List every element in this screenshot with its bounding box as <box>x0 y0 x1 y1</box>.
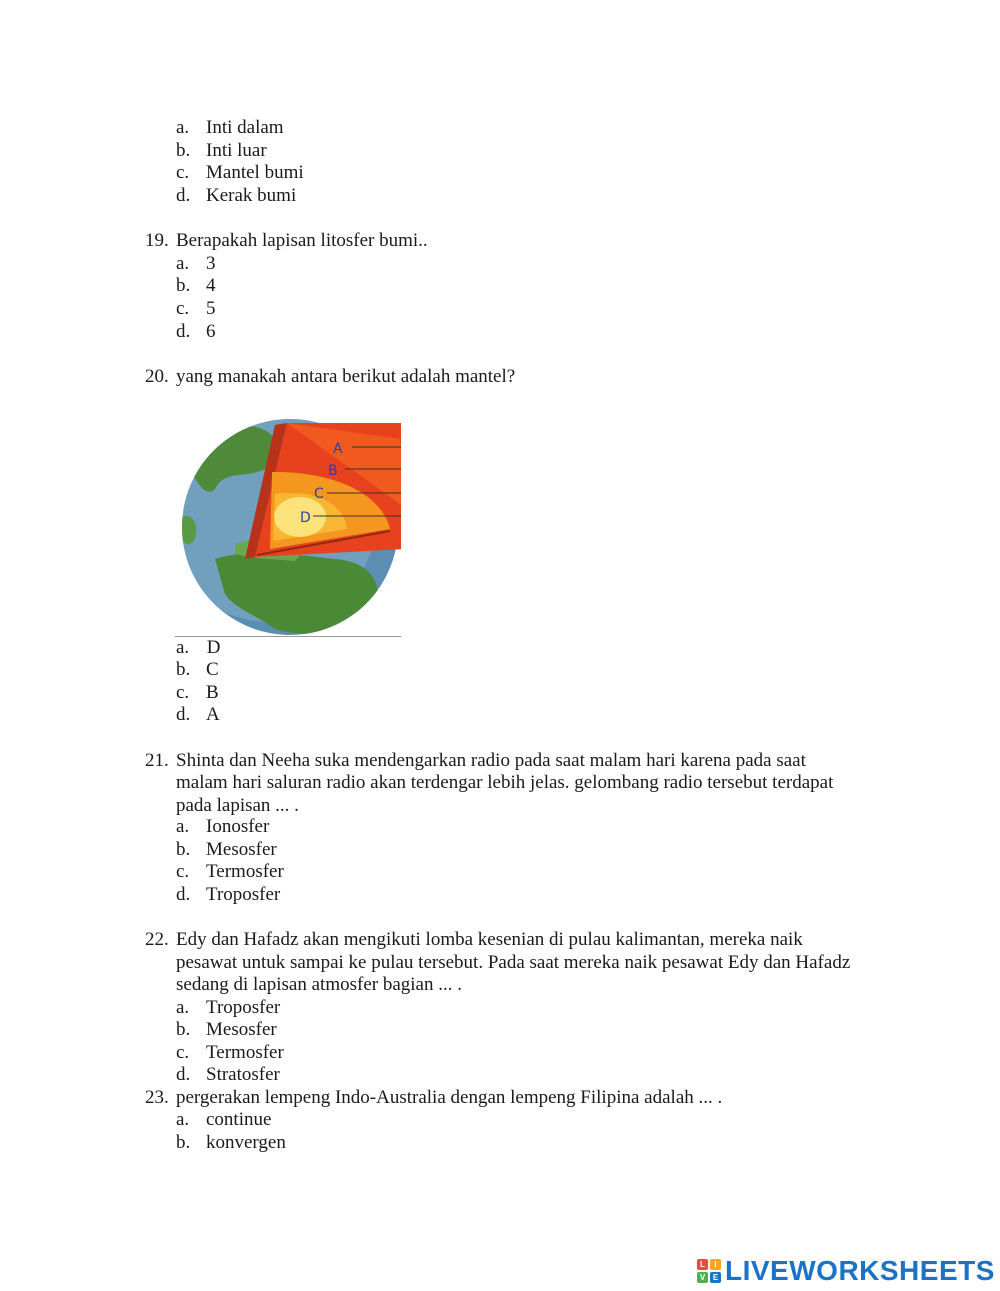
question-number: 23. <box>145 1087 169 1108</box>
option-letter: a. <box>176 253 190 274</box>
option-letter: a. <box>176 816 190 837</box>
option-letter: d. <box>176 884 191 905</box>
option-letter: a. <box>176 1109 190 1130</box>
question-text: yang manakah antara berikut adalah mantel? <box>176 366 516 387</box>
logo-grid-letter: L <box>697 1259 708 1270</box>
option-letter: a. <box>176 637 190 658</box>
option-letter: a. <box>176 117 190 138</box>
option-letter: d. <box>176 321 191 342</box>
earth-layers-figure <box>175 409 401 637</box>
option-text: Kerak bumi <box>206 185 297 206</box>
option-text: Inti dalam <box>206 117 284 138</box>
option-text: continue <box>206 1109 272 1130</box>
option-text: Mesosfer <box>206 839 277 860</box>
option-text: Stratosfer <box>206 1064 280 1085</box>
question-number: 22. <box>145 929 169 950</box>
option-text: Termosfer <box>206 861 284 882</box>
option-letter: b. <box>176 839 191 860</box>
option-text: konvergen <box>206 1132 286 1153</box>
logo-text: LIVEWORKSHEETS <box>725 1255 995 1286</box>
earth-layers-illustration <box>175 409 401 636</box>
option-letter: b. <box>176 659 191 680</box>
option-letter: b. <box>176 1019 191 1040</box>
logo-grid-letter: I <box>710 1259 721 1270</box>
option-text: B <box>206 682 219 703</box>
option-text: A <box>206 704 220 725</box>
label-d: D <box>300 510 311 526</box>
question-text: Berapakah lapisan litosfer bumi.. <box>176 230 428 251</box>
question-text-line: Shinta dan Neeha suka mendengarkan radio pada saat malam hari karena pada saat <box>176 750 806 771</box>
option-letter: b. <box>176 1132 191 1153</box>
option-letter: c. <box>176 1042 190 1063</box>
option-text: Troposfer <box>206 884 281 905</box>
option-text: Ionosfer <box>206 816 270 837</box>
option-text: Termosfer <box>206 1042 284 1063</box>
option-text: 4 <box>206 275 216 296</box>
option-text: Mesosfer <box>206 1019 277 1040</box>
label-c: C <box>314 486 324 502</box>
option-letter: c. <box>176 861 190 882</box>
question-number: 19. <box>145 230 169 251</box>
option-letter: d. <box>176 704 191 725</box>
option-letter: c. <box>176 162 190 183</box>
logo-icon <box>697 1259 721 1283</box>
option-text: Inti luar <box>206 140 267 161</box>
option-letter: a. <box>176 997 190 1018</box>
option-text: C <box>206 659 219 680</box>
question-number: 20. <box>145 366 169 387</box>
option-text: Mantel bumi <box>206 162 304 183</box>
question-text-line: sedang di lapisan atmosfer bagian ... . <box>176 974 462 995</box>
option-letter: d. <box>176 185 191 206</box>
option-letter: d. <box>176 1064 191 1085</box>
liveworksheets-logo <box>697 1256 995 1286</box>
logo-grid-letter: E <box>710 1272 721 1283</box>
option-letter: b. <box>176 275 191 296</box>
option-letter: c. <box>176 682 190 703</box>
option-text: 3 <box>206 253 216 274</box>
option-letter: c. <box>176 298 190 319</box>
option-letter: b. <box>176 140 191 161</box>
option-text: Troposfer <box>206 997 281 1018</box>
question-text-line: malam hari saluran radio akan terdengar lebih jelas. gelombang radio tersebut terdapat <box>176 772 834 793</box>
question-text-line: pada lapisan ... . <box>176 795 299 816</box>
logo-grid-letter: V <box>697 1272 708 1283</box>
question-number: 21. <box>145 750 169 771</box>
option-text: 6 <box>206 321 216 342</box>
question-text-line: Edy dan Hafadz akan mengikuti lomba kesenian di pulau kalimantan, mereka naik <box>176 929 803 950</box>
option-text: 5 <box>206 298 216 319</box>
question-text-line: pesawat untuk sampai ke pulau tersebut. Pada saat mereka naik pesawat Edy dan Hafadz <box>176 952 851 973</box>
label-a: A <box>333 441 343 457</box>
label-b: B <box>328 463 338 479</box>
option-text: D <box>202 637 221 658</box>
question-text: pergerakan lempeng Indo-Australia dengan lempeng Filipina adalah ... . <box>176 1087 723 1108</box>
